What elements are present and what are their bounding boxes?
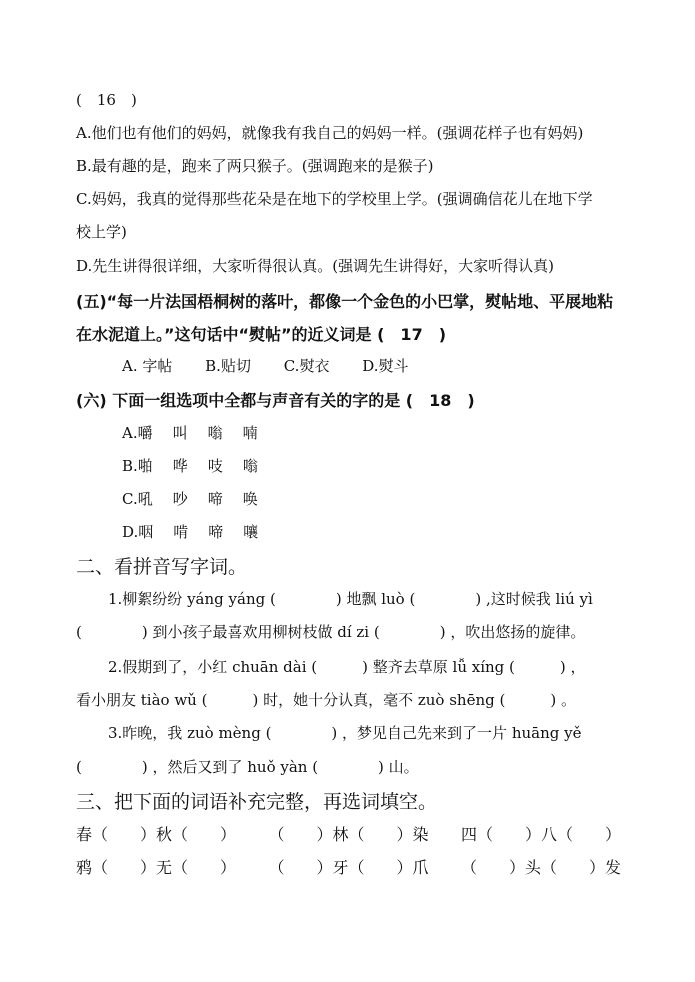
- q6-char: 吱: [207, 457, 223, 475]
- section-2-line: ( ) 到小孩子最喜欢用柳树枝做 dí zi ( ) ，吹出悠扬的旋律。: [76, 623, 586, 641]
- idiom-row-2: [76, 855, 621, 878]
- idiom-blank: 四（ ）八（ ）: [460, 825, 621, 844]
- q5-option: D.熨斗: [362, 357, 409, 375]
- q6-char: 嚷: [243, 523, 259, 541]
- q6-char: C.吼: [122, 490, 153, 508]
- q5-option: C.熨衣: [283, 357, 330, 375]
- section-2-line: 看小朋友 tiào wǔ ( ) 时，她十分认真，毫不 zuò shēng ( ) 。: [76, 691, 576, 709]
- q6-char: 嗡: [207, 424, 223, 442]
- section-2-line: 2.假期到了，小红 chuān dài ( ) 整齐去草原 lǚ xíng ( ) ，: [108, 658, 586, 676]
- q6-char: 吵: [172, 490, 188, 508]
- q6-option-b: [122, 455, 278, 476]
- q16-option-c-line1: C.妈妈，我真的觉得那些花朵是在地下的学校里上学。(强调确信花儿在地下学: [76, 190, 593, 208]
- q6-char: 唤: [242, 490, 258, 508]
- q5-options: [122, 355, 437, 376]
- idiom-row-1: [76, 822, 621, 845]
- q6-stem: (六) 下面一组选项中全都与声音有关的字的是 ( 18 ): [76, 391, 475, 410]
- q16-option-b: B.最有趣的是，跑来了两只猴子。(强调跑来的是猴子): [76, 157, 434, 175]
- q16-option-c-line2: 校上学): [76, 223, 127, 241]
- q6-option-a: [122, 422, 278, 443]
- q6-char: A.嚼: [122, 424, 153, 442]
- q16-option-a: A.他们也有他们的妈妈，就像我有我自己的妈妈一样。(强调花样子也有妈妈): [76, 124, 584, 142]
- idiom-blank: （ ）林（ ）染: [268, 825, 429, 844]
- q5-stem-line1: (五)“每一片法国梧桐树的落叶，都像一个金色的小巴掌，熨帖地、平展地粘: [76, 292, 614, 311]
- idiom-blank: （ ）头（ ）发: [460, 858, 621, 877]
- section-2-line: 3.昨晚，我 zuò mèng ( ) ，梦见自己先来到了一片 huāng yě: [108, 724, 582, 742]
- idiom-blank: （ ）牙（ ）爪: [268, 858, 429, 877]
- q6-char: 喃: [242, 424, 258, 442]
- section-2-line: 1.柳絮纷纷 yáng yáng ( ) 地飘 luò ( ) ,这时候我 liú yì: [108, 590, 593, 608]
- q5-option: A. 字帖: [122, 357, 173, 375]
- q6-char: 啼: [208, 523, 224, 541]
- q6-option-c: [122, 488, 278, 509]
- q6-char: 啃: [173, 523, 189, 541]
- q6-char: 嗡: [242, 457, 258, 475]
- idiom-blank: 鸦（ ）无（ ）: [76, 858, 237, 877]
- idiom-blank: 春（ ）秋（ ）: [76, 825, 237, 844]
- q6-char: 叫: [172, 424, 188, 442]
- q6-char: B.啪: [122, 457, 153, 475]
- q6-char: D.咽: [122, 523, 154, 541]
- section-2-line: ( ) ，然后又到了 huǒ yàn ( ) 山。: [76, 758, 419, 776]
- q16-option-d: D.先生讲得很详细，大家听得很认真。(强调先生讲得好，大家听得认真): [76, 257, 554, 275]
- q6-char: 啼: [207, 490, 223, 508]
- question-16-bracket: ( 16 ): [76, 91, 137, 109]
- q6-char: 哗: [172, 457, 188, 475]
- q6-option-d: [122, 521, 278, 542]
- section-3-heading: 三、把下面的词语补充完整，再选词填空。: [76, 791, 438, 813]
- section-2-heading: 二、看拼音写字词。: [76, 556, 248, 578]
- q5-option: B.贴切: [205, 357, 251, 375]
- q5-stem-line2: 在水泥道上。”这句话中“熨帖”的近义词是 ( 17 ): [76, 325, 447, 344]
